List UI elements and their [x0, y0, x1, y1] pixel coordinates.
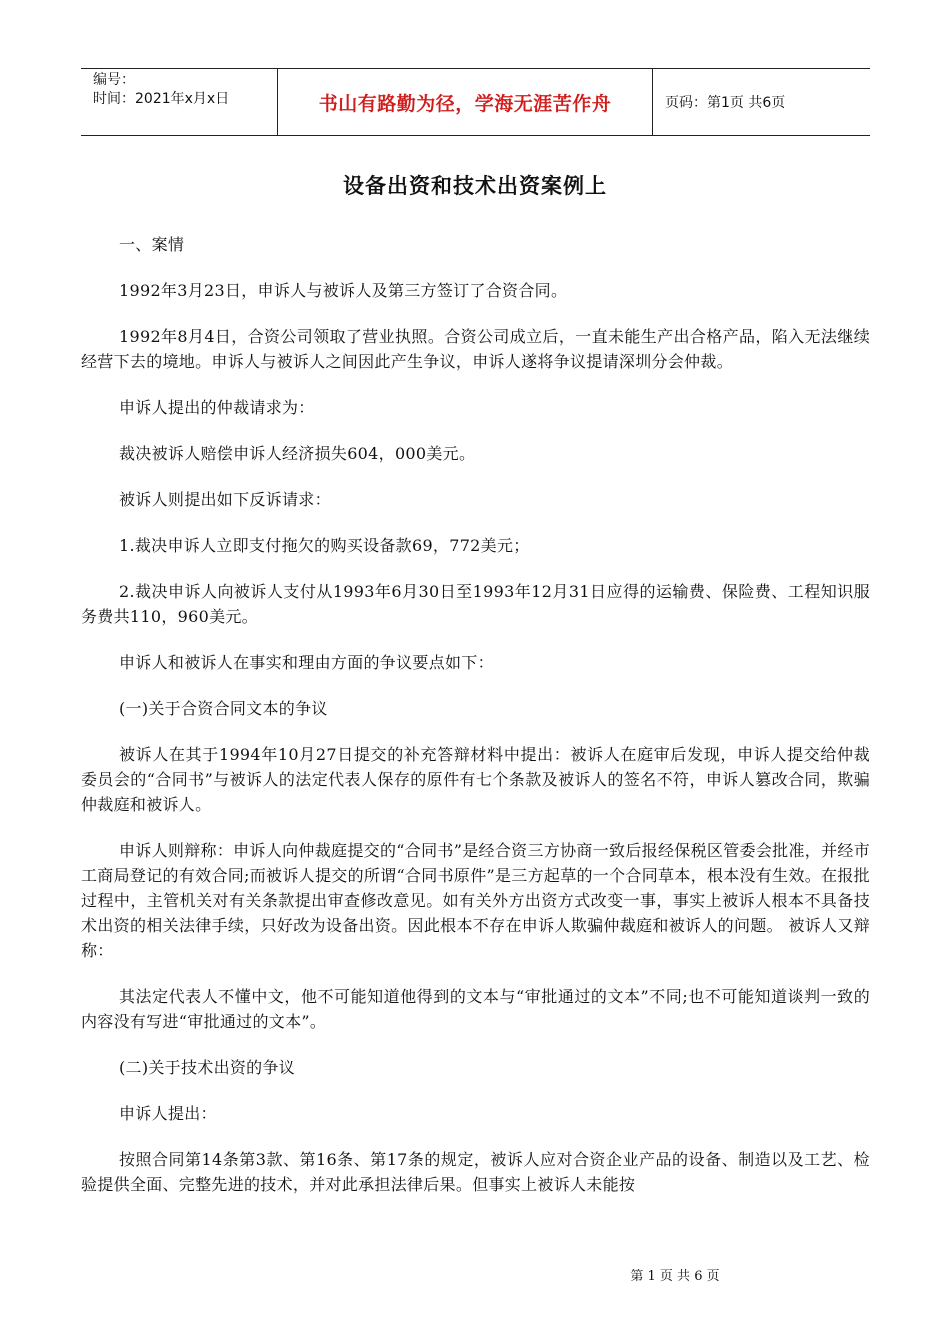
paragraph: 申诉人提出的仲裁请求为： — [119, 398, 315, 417]
number-label: 编号： — [93, 72, 135, 88]
paragraph: 被诉人则提出如下反诉请求： — [119, 490, 331, 509]
paragraph: 申诉人提出： — [119, 1104, 217, 1123]
page-title: 设备出资和技术出资案例上 — [343, 174, 607, 198]
paragraph: 2.裁决申诉人向被诉人支付从1993年6月30日至1993年12月31日应得的运输费、保险费、工程知识服务费共110，960美元。 — [81, 582, 870, 626]
paragraph: 其法定代表人不懂中文，他不可能知道他得到的文本与“审批通过的文本”不同;也不可能知道谈判一致的内容没有写进“审批通过的文本”。 — [81, 987, 870, 1031]
date-label: 时间：2021年x月x日 — [93, 91, 230, 107]
document-header — [81, 68, 870, 136]
paragraph: 1992年3月23日，申诉人与被诉人及第三方签订了合资合同。 — [119, 281, 568, 300]
page-footer — [0, 1265, 950, 1284]
header-meta — [81, 69, 278, 135]
paragraph: 一、案情 — [119, 235, 185, 254]
paragraph: 按照合同第14条第3款、第16条、第17条的规定，被诉人应对合资企业产品的设备、制造以及工艺、检验提供全面、完整先进的技术，并对此承担法律后果。但事实上被诉人未能按 — [81, 1150, 870, 1194]
paragraph: 1.裁决申诉人立即支付拖欠的购买设备款69，772美元； — [119, 536, 530, 555]
header-page-cell — [653, 69, 870, 135]
paragraph: 被诉人在其于1994年10月27日提交的补充答辩材料中提出：被诉人在庭审后发现，申诉人提交给仲裁委员会的“合同书”与被诉人的法定代表人保存的原件有七个条款及被诉人的签名不符，申诉人篡改合同，欺骗仲裁庭和被诉人。 — [81, 745, 870, 814]
paragraph: (二)关于技术出资的争议 — [119, 1058, 296, 1077]
paragraph: 申诉人则辩称：申诉人向仲裁庭提交的“合同书”是经合资三方协商一致后报经保税区管委会批准，并经市工商局登记的有效合同;而被诉人提交的所谓“合同书原件”是三方起草的一个合同草本，根本没有生效。在报批过程中，主管机关对有关条款提出审查修改意见。如有关外方出资方式改变一事，事实上被诉人根本不具备技术出资的相关法律手续，只好改为设备出资。因此根本不存在申诉人欺骗仲裁庭和被诉人的问题。 被诉人又辩称： — [81, 841, 870, 960]
motto: 书山有路勤为径，学海无涯苦作舟 — [318, 92, 612, 115]
paragraph: 1992年8月4日，合资公司领取了营业执照。合资公司成立后，一直未能生产出合格产品，陷入无法继续经营下去的境地。申诉人与被诉人之间因此产生争议，申诉人遂将争议提请深圳分会仲裁。 — [81, 327, 870, 371]
footer-page-number: 第 1 页 共 6 页 — [630, 1269, 720, 1284]
document-body — [81, 232, 870, 1218]
paragraph: 裁决被诉人赔偿申诉人经济损失604，000美元。 — [119, 444, 476, 463]
paragraph: (一)关于合资合同文本的争议 — [119, 699, 328, 718]
paragraph: 申诉人和被诉人在事实和理由方面的争议要点如下： — [119, 653, 494, 672]
header-motto-cell — [278, 69, 653, 135]
page-info: 页码：第1页 共6页 — [665, 95, 786, 111]
